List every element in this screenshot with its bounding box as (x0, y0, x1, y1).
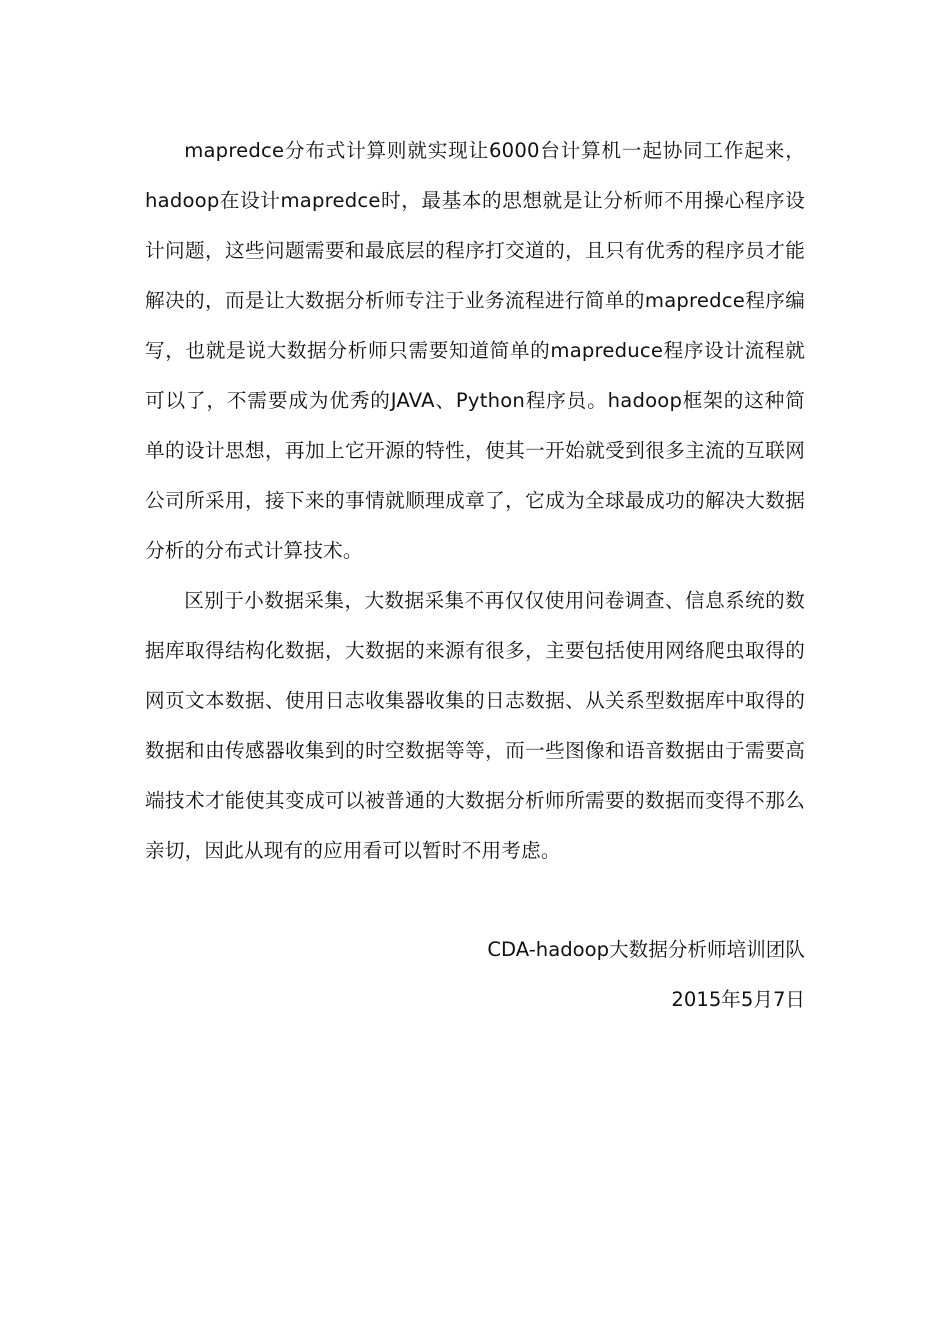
paragraph-mapreduce: mapredce分布式计算则就实现让6000台计算机一起协同工作起来，hadoop在设计mapredce时，最基本的思想就是让分析师不用操心程序设计问题，这些问题需要和最底层的程序打交道的，且只有优秀的程序员才能解决的，而是让大数据分析师专注于业务流程进行简单的mapredce程序编写，也就是说大数据分析师只需要知道简单的mapreduce程序设计流程就可以了，不需要成为优秀的JAVA、Python程序员。hadoop框架的这种简单的设计思想，再加上它开源的特性，使其一开始就受到很多主流的互联网公司所采用，接下来的事情就顺理成章了，它成为全球最成功的解决大数据分析的分布式计算技术。 (145, 139, 805, 562)
signature-date: 2015年5月7日 (671, 988, 805, 1011)
paragraph-data-collection: 区别于小数据采集，大数据采集不再仅仅使用问卷调查、信息系统的数据库取得结构化数据，大数据的来源有很多，主要包括使用网络爬虫取得的网页文本数据、使用日志收集器收集的日志数据、从关系型数据库中取得的数据和由传感器收集到的时空数据等等，而一些图像和语音数据由于需要高端技术才能使其变成可以被普通的大数据分析师所需要的数据而变得不那么亲切，因此从现有的应用看可以暂时不用考虑。 (145, 589, 805, 862)
signature-team: CDA-hadoop大数据分析师培训团队 (487, 938, 805, 961)
document-body (145, 126, 805, 1025)
